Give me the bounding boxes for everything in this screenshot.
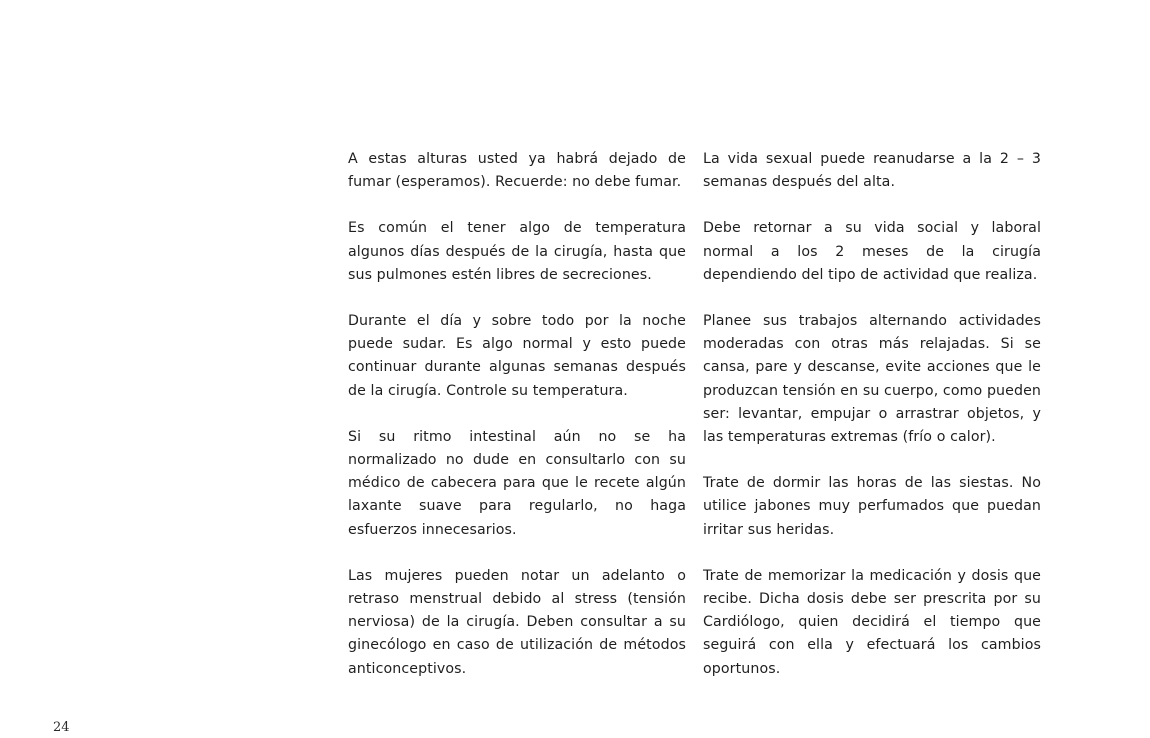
right-paragraph-1: La vida sexual puede reanudarse a la 2 – 3 semanas después del alta. — [703, 151, 1041, 191]
paragraph-spacer — [703, 542, 1041, 565]
left-paragraph-1: A estas alturas usted ya habrá dejado de fumar (esperamos). Recuerde: no debe fumar. — [348, 151, 686, 191]
paragraph-spacer — [348, 403, 686, 426]
page-number: 24 — [53, 720, 70, 735]
right-paragraph-4: Trate de dormir las horas de las siestas. No utilice jabones muy perfumados que puedan irritar sus heridas. — [703, 475, 1041, 538]
paragraph-spacer — [703, 287, 1041, 310]
right-paragraph-3: Planee sus trabajos alternando actividades moderadas con otras más relajadas. Si se cansa, pare y descanse, evite acciones que le produzcan tensión en su cuerpo, como pueden ser: levantar, empujar o arrastrar objetos, y las temperaturas extremas (frío o calor). — [703, 313, 1041, 446]
paragraph-spacer — [348, 194, 686, 217]
right-paragraph-2: Debe retornar a su vida social y laboral normal a los 2 meses de la cirugía dependiendo del tipo de actividad que realiza. — [703, 220, 1041, 283]
left-paragraph-3: Durante el día y sobre todo por la noche puede sudar. Es algo normal y esto puede continuar durante algunas semanas después de la cirugía. Controle su temperatura. — [348, 313, 686, 399]
left-text-column — [348, 148, 686, 681]
paragraph-spacer — [703, 449, 1041, 472]
paragraph-spacer — [348, 542, 686, 565]
paragraph-spacer — [703, 194, 1041, 217]
paragraph-spacer — [348, 287, 686, 310]
right-text-column — [703, 148, 1041, 681]
left-paragraph-2: Es común el tener algo de temperatura algunos días después de la cirugía, hasta que sus pulmones estén libres de secreciones. — [348, 220, 686, 283]
left-paragraph-4: Si su ritmo intestinal aún no se ha normalizado no dude en consultarlo con su médico de cabecera para que le recete algún laxante suave para regularlo, no haga esfuerzos innecesarios. — [348, 428, 686, 538]
right-paragraph-5: Trate de memorizar la medicación y dosis que recibe. Dicha dosis debe ser prescrita por su Cardiólogo, quien decidirá el tiempo que seguirá con ella y efectuará los cambios oportunos. — [703, 567, 1041, 677]
left-paragraph-5: Las mujeres pueden notar un adelanto o retraso menstrual debido al stress (tensión nerviosa) de la cirugía. Deben consultar a su ginecólogo en caso de utilización de métodos anticonceptivos. — [348, 567, 686, 677]
